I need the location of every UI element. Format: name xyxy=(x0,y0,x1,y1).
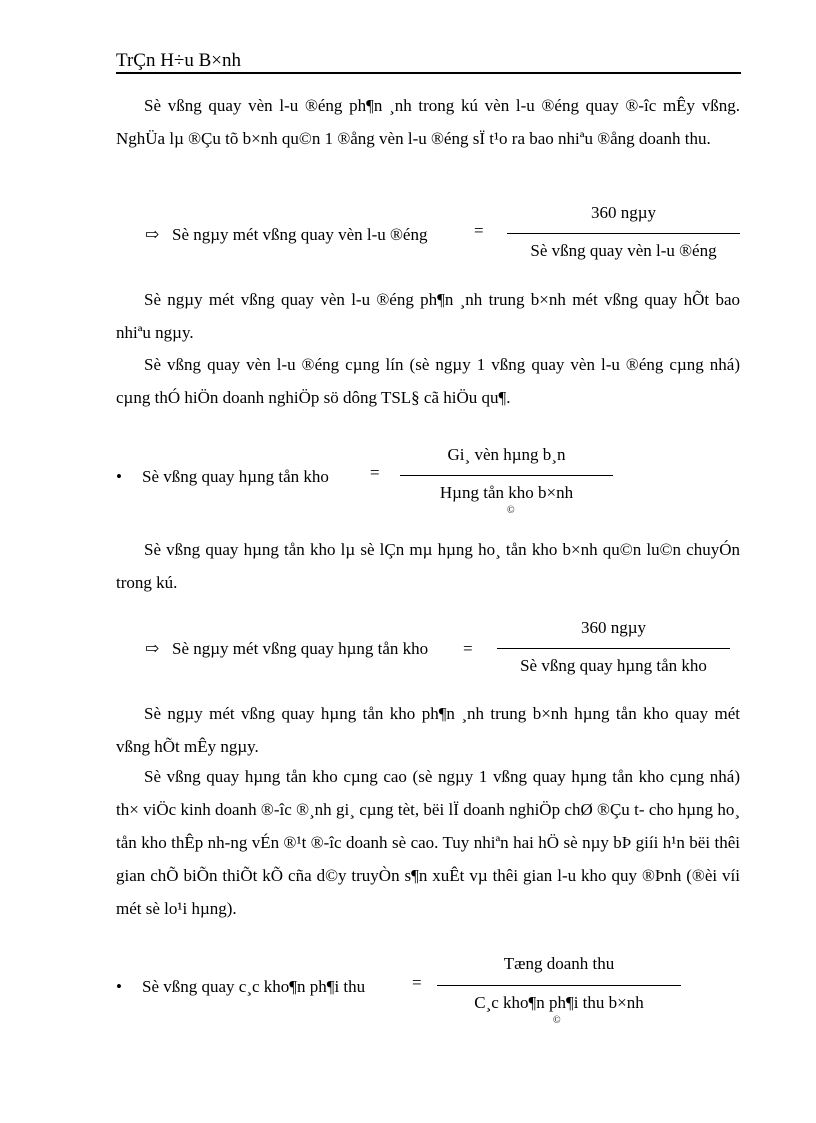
formula-2-fraction-line xyxy=(400,475,613,476)
arrow-icon: ⇨ xyxy=(145,639,160,658)
paragraph-4 xyxy=(116,533,740,599)
formula-4-label: Sè vßng quay c¸c kho¶n ph¶i thu xyxy=(142,977,366,996)
bullet-icon: • xyxy=(116,467,122,486)
formula-3-equals: = xyxy=(463,639,473,658)
paragraph-5 xyxy=(116,697,740,763)
formula-1-denominator: Sè vßng quay vèn l-u ®éng xyxy=(530,241,717,260)
formula-3-denominator: Sè vßng quay hµng tån kho xyxy=(520,656,707,675)
paragraph-4-text: Sè vßng quay hµng tån kho lµ sè lÇn mµ hµng ho¸ tån kho b×nh qu©n lu©n chuyÓn trong kú. xyxy=(116,540,740,592)
formula-4-denominator-tail: © xyxy=(553,1015,561,1026)
paragraph-1-text: Sè vßng quay vèn l-u ®éng ph¶n ¸nh trong kú vèn l-u ®éng quay ®-îc mÊy vßng. NghÜa lµ ®Çu tõ b×nh qu©n 1 ®ång vèn l-u ®éng sÏ t¹o ra bao nhiªu ®ång doanh thu. xyxy=(116,96,740,148)
formula-3-fraction-line xyxy=(497,648,730,649)
paragraph-3-text: Sè vßng quay vèn l-u ®éng cµng lín (sè ngµy 1 vßng quay vèn l-u ®éng cµng nhá) cµng thÓ hiÖn doanh nghiÖp sö dông TSL§ cã hiÖu qu¶. xyxy=(116,355,740,407)
formula-1-numerator: 360 ngµy xyxy=(590,203,657,222)
paragraph-6-text: Sè vßng quay hµng tån kho cµng cao (sè ngµy 1 vßng quay hµng tån kho cµng nhá) th× viÖc kinh doanh ®-îc ®¸nh gi¸ cµng tèt, bëi lÏ doanh nghiÖp chØ ®Çu t- cho hµng ho¸ tån kho thÊp nh-ng vÉn ®¹t ®-îc doanh sè cao. Tuy nhiªn hai hÖ sè nµy bÞ giíi h¹n bëi thêi gian chÕ biÕn thiÕt kÕ cña d©y truyÒn s¶n xuÊt vµ thêi gian l-u kho quy ®Þnh (®èi víi mét sè lo¹i hµng). xyxy=(116,767,740,918)
bullet-icon: • xyxy=(116,977,122,996)
formula-3-label: Sè ngµy mét vßng quay hµng tån kho xyxy=(172,639,429,658)
formula-1-fraction-line xyxy=(507,233,740,234)
formula-1-equals: = xyxy=(474,221,484,240)
formula-4-denominator: C¸c kho¶n ph¶i thu b×nh xyxy=(474,993,644,1012)
header-rule xyxy=(116,72,741,74)
formula-2-equals: = xyxy=(370,463,380,482)
formula-3-numerator: 360 ngµy xyxy=(580,618,647,637)
formula-4-numerator: Tæng doanh thu xyxy=(503,954,615,973)
formula-2-label: Sè vßng quay hµng tån kho xyxy=(142,467,329,486)
formula-2-denominator-tail: © xyxy=(507,505,515,516)
formula-2-denominator: Hµng tån kho b×nh xyxy=(439,483,574,502)
paragraph-2 xyxy=(116,283,740,349)
paragraph-2-text: Sè ngµy mét vßng quay vèn l-u ®éng ph¶n ¸nh trung b×nh mét vßng quay hÕt bao nhiªu ngµy. xyxy=(116,290,740,342)
formula-4-equals: = xyxy=(412,973,422,992)
formula-1-label: Sè ngµy mét vßng quay vèn l-u ®éng xyxy=(172,225,428,244)
formula-4-fraction-line xyxy=(437,985,681,986)
formula-2-numerator: Gi¸ vèn hµng b¸n xyxy=(447,445,566,464)
paragraph-5-text: Sè ngµy mét vßng quay hµng tån kho ph¶n ¸nh trung b×nh hµng tån kho quay mét vßng hÕt mÊy ngµy. xyxy=(116,704,740,756)
paragraph-6 xyxy=(116,760,740,925)
paragraph-3 xyxy=(116,348,740,414)
paragraph-1 xyxy=(116,89,740,155)
page-header-title: TrÇn H÷u B×nh xyxy=(116,50,241,71)
arrow-icon: ⇨ xyxy=(145,225,160,244)
